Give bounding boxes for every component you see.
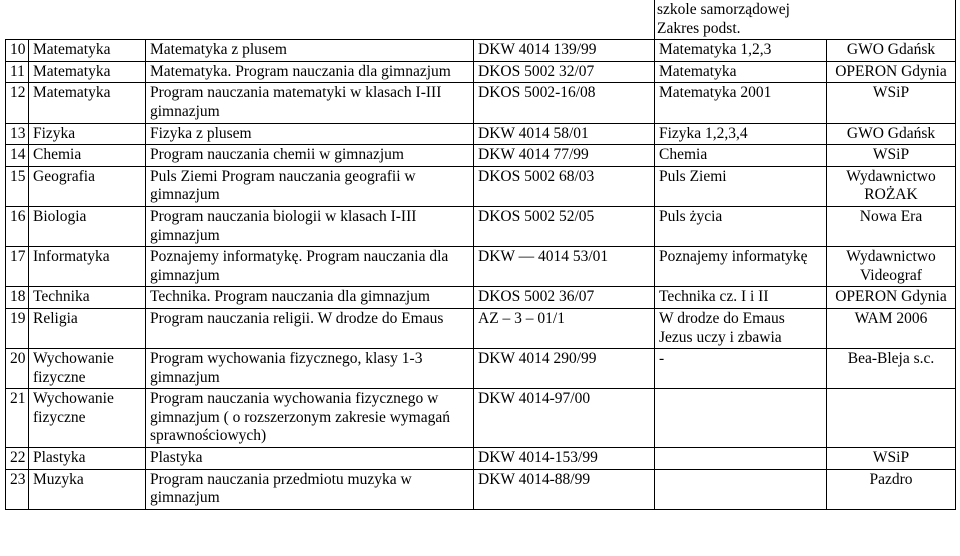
cell-publisher: GWO Gdańsk <box>827 40 956 62</box>
cell-approval-number: AZ – 3 – 01/1 <box>474 308 655 348</box>
cell-approval-number: DKW 4014 58/01 <box>474 123 655 145</box>
cell-program: Poznajemy informatykę. Program nauczania dla gimnazjum <box>146 247 474 287</box>
cell-subject: Matematyka <box>29 61 146 83</box>
cell-textbook: Fizyka 1,2,3,4 <box>655 123 827 145</box>
cell-number: 16 <box>6 206 29 246</box>
header-line-2: Zakres podst. <box>657 19 741 37</box>
table-row <box>6 349 956 389</box>
cell-approval-number: DKOS 5002-16/08 <box>474 83 655 123</box>
table-row <box>6 308 956 348</box>
cell-program: Technika. Program nauczania dla gimnazjum <box>146 287 474 309</box>
header-fragment-row <box>6 0 956 40</box>
cell-program: Program nauczania biologii w klasach I-III gimnazjum <box>146 206 474 246</box>
cell-textbook: Technika cz. I i II <box>655 287 827 309</box>
table-row <box>6 123 956 145</box>
cell-publisher: WAM 2006 <box>827 308 956 348</box>
cell-approval-number: DKW 4014-88/99 <box>474 469 655 509</box>
table-row <box>6 287 956 309</box>
cell-subject: Geografia <box>29 166 146 206</box>
cell-publisher: OPERON Gdynia <box>827 61 956 83</box>
table-row <box>6 166 956 206</box>
cell-program: Matematyka. Program nauczania dla gimnazjum <box>146 61 474 83</box>
cell-subject: Wychowanie fizyczne <box>29 349 146 389</box>
header-line-1: szkole samorządowej <box>657 1 790 18</box>
cell-textbook: Poznajemy informatykę <box>655 247 827 287</box>
cell-program: Puls Ziemi Program nauczania geografii w gimnazjum <box>146 166 474 206</box>
cell-program: Program nauczania chemii w gimnazjum <box>146 145 474 167</box>
cell-approval-number: DKOS 5002 32/07 <box>474 61 655 83</box>
cell-approval-number: DKW 4014-97/00 <box>474 389 655 448</box>
cell-approval-number: DKW — 4014 53/01 <box>474 247 655 287</box>
cell-approval-number: DKOS 5002 36/07 <box>474 287 655 309</box>
cell-textbook: Matematyka 1,2,3 <box>655 40 827 62</box>
cell-subject: Informatyka <box>29 247 146 287</box>
table-row <box>6 145 956 167</box>
cell-program: Program nauczania matematyki w klasach I-III gimnazjum <box>146 83 474 123</box>
cell-textbook: Puls życia <box>655 206 827 246</box>
cell-program: Plastyka <box>146 448 474 470</box>
table-row <box>6 40 956 62</box>
cell-program: Matematyka z plusem <box>146 40 474 62</box>
cell-number: 10 <box>6 40 29 62</box>
cell-textbook: - <box>655 349 827 389</box>
cell-textbook: Matematyka 2001 <box>655 83 827 123</box>
cell-approval-number: DKW 4014 77/99 <box>474 145 655 167</box>
cell-textbook <box>655 469 827 509</box>
cell-program: Program nauczania przedmiotu muzyka w gimnazjum <box>146 469 474 509</box>
cell-number: 17 <box>6 247 29 287</box>
cell-number: 12 <box>6 83 29 123</box>
cell-number: 22 <box>6 448 29 470</box>
table-row <box>6 206 956 246</box>
cell-program: Program wychowania fizycznego, klasy 1-3 gimnazjum <box>146 349 474 389</box>
cell-subject: Wychowanie fizyczne <box>29 389 146 448</box>
header-fragment-cell <box>655 0 956 40</box>
cell-program: Program nauczania wychowania fizycznego w gimnazjum ( o rozszerzonym zakresie wymagań sprawnościowych) <box>146 389 474 448</box>
cell-subject: Plastyka <box>29 448 146 470</box>
cell-publisher: Bea-Bleja s.c. <box>827 349 956 389</box>
cell-subject: Technika <box>29 287 146 309</box>
cell-number: 20 <box>6 349 29 389</box>
cell-program: Program nauczania religii. W drodze do Emaus <box>146 308 474 348</box>
cell-number: 23 <box>6 469 29 509</box>
cell-textbook: Matematyka <box>655 61 827 83</box>
cell-approval-number: DKW 4014-153/99 <box>474 448 655 470</box>
cell-publisher: WSiP <box>827 145 956 167</box>
cell-publisher: WSiP <box>827 448 956 470</box>
cell-approval-number: DKOS 5002 52/05 <box>474 206 655 246</box>
cell-subject: Chemia <box>29 145 146 167</box>
cell-publisher <box>827 389 956 448</box>
cell-number: 18 <box>6 287 29 309</box>
cell-publisher: OPERON Gdynia <box>827 287 956 309</box>
cell-publisher: Pazdro <box>827 469 956 509</box>
cell-number: 13 <box>6 123 29 145</box>
cell-publisher: Nowa Era <box>827 206 956 246</box>
cell-number: 21 <box>6 389 29 448</box>
table-row <box>6 448 956 470</box>
curriculum-table <box>5 0 956 510</box>
table-row <box>6 61 956 83</box>
cell-subject: Biologia <box>29 206 146 246</box>
cell-publisher: Wydawnictwo Videograf <box>827 247 956 287</box>
cell-textbook: Puls Ziemi <box>655 166 827 206</box>
cell-textbook: W drodze do Emaus Jezus uczy i zbawia <box>655 308 827 348</box>
cell-textbook <box>655 448 827 470</box>
cell-subject: Fizyka <box>29 123 146 145</box>
cell-approval-number: DKOS 5002 68/03 <box>474 166 655 206</box>
cell-publisher: GWO Gdańsk <box>827 123 956 145</box>
cell-approval-number: DKW 4014 290/99 <box>474 349 655 389</box>
cell-publisher: WSiP <box>827 83 956 123</box>
table-row <box>6 389 956 448</box>
cell-subject: Muzyka <box>29 469 146 509</box>
cell-number: 14 <box>6 145 29 167</box>
table-row <box>6 469 956 509</box>
cell-subject: Matematyka <box>29 83 146 123</box>
table-row <box>6 83 956 123</box>
cell-textbook <box>655 389 827 448</box>
cell-number: 11 <box>6 61 29 83</box>
cell-textbook: Chemia <box>655 145 827 167</box>
cell-approval-number: DKW 4014 139/99 <box>474 40 655 62</box>
table-row <box>6 247 956 287</box>
cell-number: 19 <box>6 308 29 348</box>
cell-publisher: Wydawnictwo ROŻAK <box>827 166 956 206</box>
cell-number: 15 <box>6 166 29 206</box>
cell-subject: Religia <box>29 308 146 348</box>
cell-program: Fizyka z plusem <box>146 123 474 145</box>
cell-subject: Matematyka <box>29 40 146 62</box>
